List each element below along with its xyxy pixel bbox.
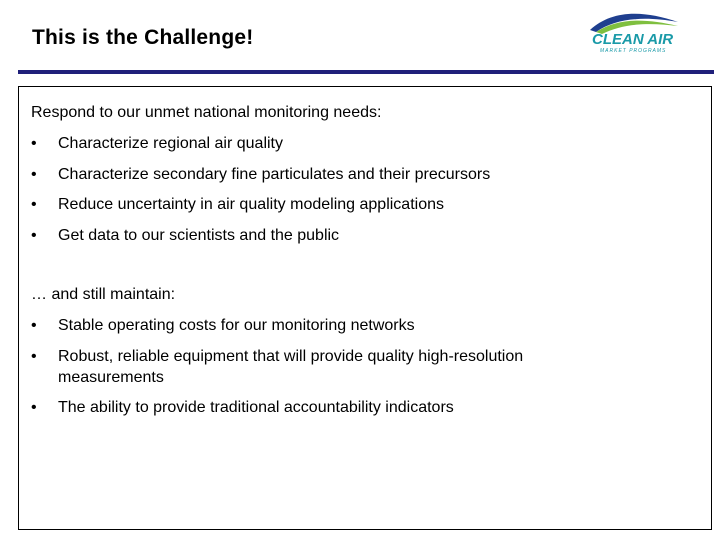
bullet-text: The ability to provide traditional accountability indicators — [58, 399, 454, 416]
clean-air-logo — [582, 8, 682, 54]
bullet-icon: • — [31, 227, 37, 244]
title-divider — [18, 70, 714, 74]
bullet-text: Robust, reliable equipment that will provide quality high-resolution measurements — [58, 348, 524, 386]
bullet-icon: • — [31, 196, 37, 213]
slide-title: This is the Challenge! — [32, 26, 254, 49]
bullet-text: Characterize secondary fine particulates and their precursors — [58, 166, 491, 183]
bullet-icon: • — [31, 135, 37, 152]
logo-name: CLEAN AIR — [592, 31, 674, 48]
section-heading-needs: Respond to our unmet national monitoring needs: — [31, 104, 382, 121]
section-heading-maintain: … and still maintain: — [31, 286, 176, 303]
bullet-icon: • — [31, 166, 37, 183]
logo-subtitle: MARKET PROGRAMS — [600, 48, 667, 54]
bullet-icon: • — [31, 348, 37, 365]
bullet-icon: • — [31, 317, 37, 334]
bullet-text: Reduce uncertainty in air quality modeling applications — [58, 196, 444, 213]
clean-air-logo-icon — [582, 8, 682, 54]
bullet-icon: • — [31, 399, 37, 416]
bullet-text: Stable operating costs for our monitoring networks — [58, 317, 415, 334]
bullet-text: Get data to our scientists and the public — [58, 227, 340, 244]
bullet-text: Characterize regional air quality — [58, 135, 283, 152]
